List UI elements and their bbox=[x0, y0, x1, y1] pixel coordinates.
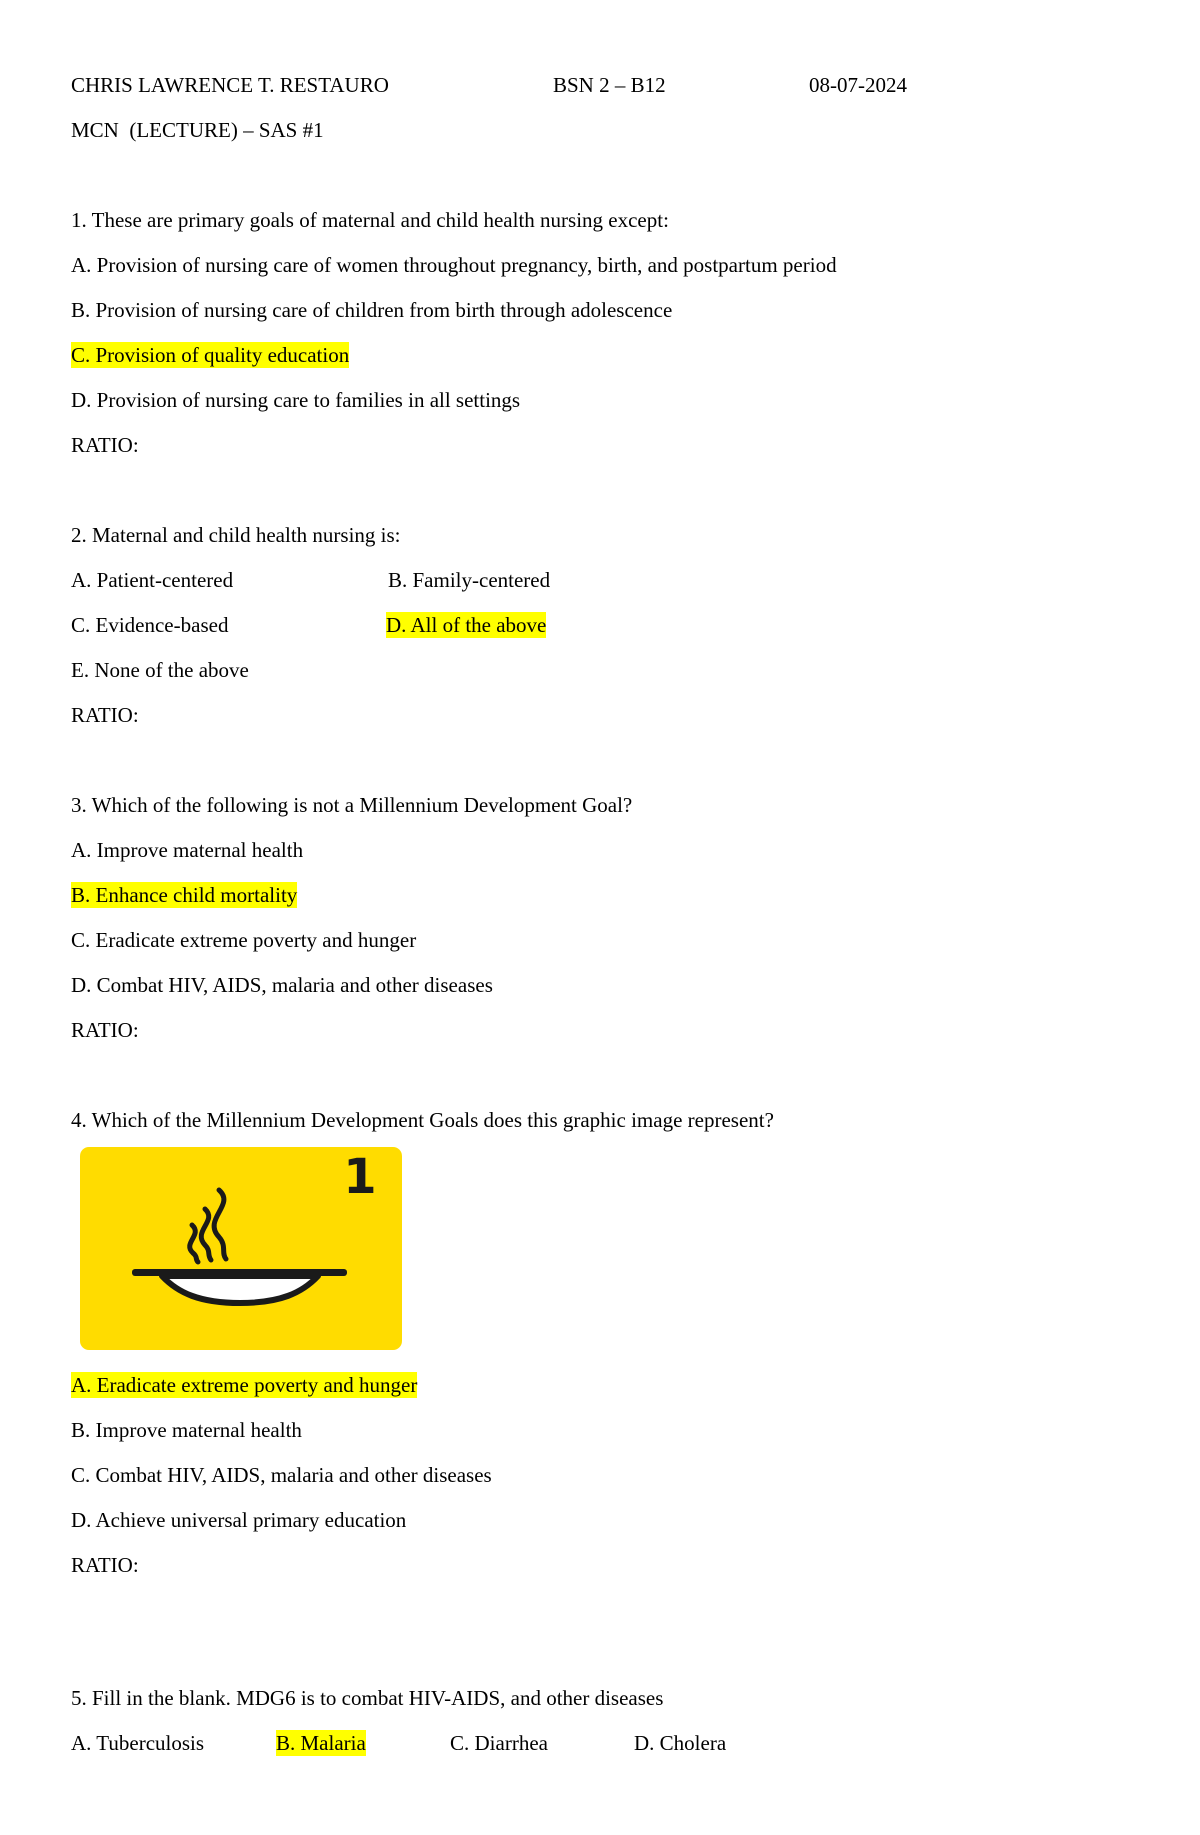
question-5-option-c: C. Diarrhea bbox=[450, 1731, 548, 1755]
student-name: CHRIS LAWRENCE T. RESTAURO bbox=[71, 73, 389, 97]
question-2-option-c: C. Evidence-based bbox=[71, 613, 229, 637]
question-2-stem: 2. Maternal and child health nursing is: bbox=[71, 523, 401, 547]
question-3-option-b-answer: B. Enhance child mortality bbox=[71, 883, 298, 907]
question-2-option-b: B. Family-centered bbox=[388, 568, 551, 592]
question-3-option-d: D. Combat HIV, AIDS, malaria and other diseases bbox=[71, 973, 493, 997]
question-2-ratio-label: RATIO: bbox=[71, 703, 139, 727]
question-1-option-b: B. Provision of nursing care of children from birth through adolescence bbox=[71, 298, 673, 322]
question-1-ratio-label: RATIO: bbox=[71, 433, 139, 457]
question-4-option-c: C. Combat HIV, AIDS, malaria and other diseases bbox=[71, 1463, 492, 1487]
question-1-option-a: A. Provision of nursing care of women throughout pregnancy, birth, and postpartum period bbox=[71, 253, 837, 277]
question-5-option-d: D. Cholera bbox=[634, 1731, 727, 1755]
mdg-goal-number: 1 bbox=[343, 1149, 377, 1205]
student-section: BSN 2 – B12 bbox=[553, 73, 666, 97]
question-1-option-d: D. Provision of nursing care to families in all settings bbox=[71, 388, 521, 412]
question-1-option-c-answer: C. Provision of quality education bbox=[71, 343, 350, 367]
question-4-option-b: B. Improve maternal health bbox=[71, 1418, 302, 1442]
question-3-stem: 3. Which of the following is not a Millennium Development Goal? bbox=[71, 793, 633, 817]
mdg-goal-1-image bbox=[80, 1147, 402, 1350]
subject-title: MCN (LECTURE) – SAS #1 bbox=[71, 118, 324, 142]
question-5-option-a: A. Tuberculosis bbox=[71, 1731, 205, 1755]
question-4-option-d: D. Achieve universal primary education bbox=[71, 1508, 407, 1532]
question-2-option-a: A. Patient-centered bbox=[71, 568, 234, 592]
question-5-stem: 5. Fill in the blank. MDG6 is to combat HIV-AIDS, and other diseases bbox=[71, 1686, 664, 1710]
question-3-ratio-label: RATIO: bbox=[71, 1018, 139, 1042]
question-2-option-d-answer: D. All of the above bbox=[386, 613, 547, 637]
document-date: 08-07-2024 bbox=[809, 73, 907, 97]
question-4-stem: 4. Which of the Millennium Development Goals does this graphic image represent? bbox=[71, 1108, 774, 1132]
question-3-option-a: A. Improve maternal health bbox=[71, 838, 304, 862]
question-4-option-a-answer: A. Eradicate extreme poverty and hunger bbox=[71, 1373, 418, 1397]
question-4-ratio-label: RATIO: bbox=[71, 1553, 139, 1577]
question-3-option-c: C. Eradicate extreme poverty and hunger bbox=[71, 928, 417, 952]
question-1-stem: 1. These are primary goals of maternal and child health nursing except: bbox=[71, 208, 669, 232]
question-2-option-e: E. None of the above bbox=[71, 658, 249, 682]
question-5-option-b-answer: B. Malaria bbox=[276, 1731, 366, 1755]
